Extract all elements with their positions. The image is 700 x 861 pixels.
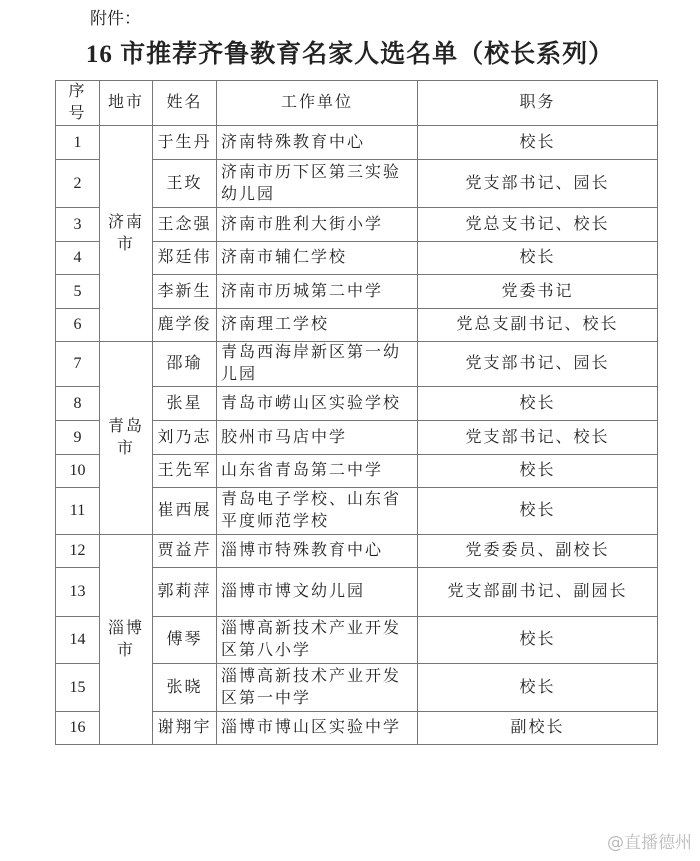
position-title: 校长 bbox=[418, 664, 658, 712]
position-title: 校长 bbox=[418, 242, 658, 275]
position-title: 党总支书记、校长 bbox=[418, 208, 658, 242]
work-unit: 淄博高新技术产业开发区第八小学 bbox=[217, 617, 418, 664]
position-title: 校长 bbox=[418, 617, 658, 664]
watermark: @直播德州 bbox=[607, 833, 692, 853]
person-name: 于生丹 bbox=[153, 126, 217, 160]
candidate-table bbox=[55, 80, 658, 745]
person-name: 郑廷伟 bbox=[153, 242, 217, 275]
header-title: 职务 bbox=[418, 81, 658, 126]
person-name: 傅琴 bbox=[153, 617, 217, 664]
position-title: 校长 bbox=[418, 455, 658, 488]
row-number: 12 bbox=[56, 535, 100, 568]
work-unit: 淄博市特殊教育中心 bbox=[217, 535, 418, 568]
row-number: 11 bbox=[56, 488, 100, 535]
row-number: 16 bbox=[56, 712, 100, 745]
person-name: 贾益芹 bbox=[153, 535, 217, 568]
work-unit: 青岛电子学校、山东省平度师范学校 bbox=[217, 488, 418, 535]
work-unit: 济南理工学校 bbox=[217, 309, 418, 342]
work-unit: 济南市辅仁学校 bbox=[217, 242, 418, 275]
row-number: 10 bbox=[56, 455, 100, 488]
row-number: 9 bbox=[56, 421, 100, 455]
row-number: 2 bbox=[56, 160, 100, 208]
work-unit: 淄博市博文幼儿园 bbox=[217, 568, 418, 617]
position-title: 党支部书记、校长 bbox=[418, 421, 658, 455]
work-unit: 济南市历城第二中学 bbox=[217, 275, 418, 309]
document-title: 16 市推荐齐鲁教育名家人选名单（校长系列） bbox=[85, 41, 615, 68]
header-city: 地市 bbox=[100, 81, 153, 126]
person-name: 崔西展 bbox=[153, 488, 217, 535]
header-no: 序号 bbox=[56, 81, 100, 126]
work-unit: 济南市历下区第三实验幼儿园 bbox=[217, 160, 418, 208]
position-title: 党总支副书记、校长 bbox=[418, 309, 658, 342]
row-number: 14 bbox=[56, 617, 100, 664]
city-cell: 青岛市 bbox=[100, 342, 153, 535]
position-title: 副校长 bbox=[418, 712, 658, 745]
position-title: 校长 bbox=[418, 387, 658, 421]
row-number: 7 bbox=[56, 342, 100, 387]
row-number: 13 bbox=[56, 568, 100, 617]
city-cell: 淄博市 bbox=[100, 535, 153, 745]
header-unit: 工作单位 bbox=[217, 81, 418, 126]
work-unit: 青岛西海岸新区第一幼儿园 bbox=[217, 342, 418, 387]
position-title: 党委委员、副校长 bbox=[418, 535, 658, 568]
person-name: 李新生 bbox=[153, 275, 217, 309]
position-title: 党委书记 bbox=[418, 275, 658, 309]
position-title: 党支部书记、园长 bbox=[418, 342, 658, 387]
person-name: 王玫 bbox=[153, 160, 217, 208]
work-unit: 淄博市博山区实验中学 bbox=[217, 712, 418, 745]
position-title: 校长 bbox=[418, 126, 658, 160]
person-name: 张星 bbox=[153, 387, 217, 421]
row-number: 5 bbox=[56, 275, 100, 309]
work-unit: 胶州市马店中学 bbox=[217, 421, 418, 455]
row-number: 15 bbox=[56, 664, 100, 712]
work-unit: 济南特殊教育中心 bbox=[217, 126, 418, 160]
table-row bbox=[56, 342, 658, 387]
person-name: 王先军 bbox=[153, 455, 217, 488]
person-name: 王念强 bbox=[153, 208, 217, 242]
table-row bbox=[56, 126, 658, 160]
row-number: 3 bbox=[56, 208, 100, 242]
person-name: 邵瑜 bbox=[153, 342, 217, 387]
work-unit: 济南市胜利大街小学 bbox=[217, 208, 418, 242]
person-name: 郭莉萍 bbox=[153, 568, 217, 617]
position-title: 党支部副书记、副园长 bbox=[418, 568, 658, 617]
row-number: 1 bbox=[56, 126, 100, 160]
attachment-label: 附件： bbox=[90, 9, 141, 28]
row-number: 6 bbox=[56, 309, 100, 342]
work-unit: 青岛市崂山区实验学校 bbox=[217, 387, 418, 421]
work-unit: 淄博高新技术产业开发区第一中学 bbox=[217, 664, 418, 712]
work-unit: 山东省青岛第二中学 bbox=[217, 455, 418, 488]
header-name: 姓名 bbox=[153, 81, 217, 126]
position-title: 校长 bbox=[418, 488, 658, 535]
row-number: 4 bbox=[56, 242, 100, 275]
person-name: 谢翔宇 bbox=[153, 712, 217, 745]
table-row bbox=[56, 535, 658, 568]
person-name: 张晓 bbox=[153, 664, 217, 712]
person-name: 刘乃志 bbox=[153, 421, 217, 455]
position-title: 党支部书记、园长 bbox=[418, 160, 658, 208]
city-cell: 济南市 bbox=[100, 126, 153, 342]
person-name: 鹿学俊 bbox=[153, 309, 217, 342]
table-header-row bbox=[56, 81, 658, 126]
row-number: 8 bbox=[56, 387, 100, 421]
